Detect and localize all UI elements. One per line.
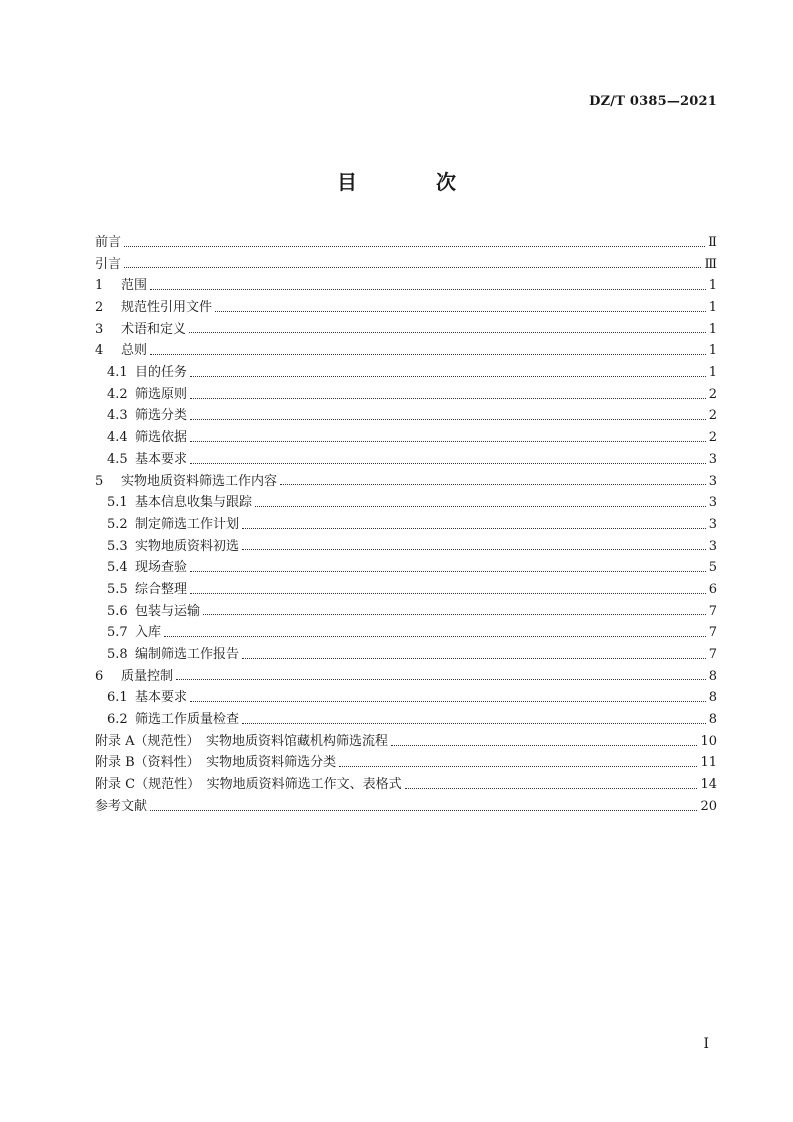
toc-entry-page: 1 (708, 343, 717, 359)
toc-entry[interactable] (95, 232, 717, 254)
toc-dot-leader (391, 745, 697, 746)
toc-entry-label: 附录 C（规范性） 实物地质资料筛选工作文、表格式 (95, 777, 402, 793)
toc-dot-leader (190, 593, 706, 594)
toc-entry-page: 3 (708, 516, 717, 532)
toc-entry-number: 5.7 (107, 625, 128, 641)
toc-dot-leader (190, 376, 706, 377)
toc-entry-number: 5.6 (107, 603, 128, 619)
toc-dot-leader (150, 810, 697, 811)
toc-entry-label: 基本要求 (135, 451, 188, 467)
toc-entry[interactable] (95, 644, 717, 666)
toc-entry-label: 前言 (95, 234, 122, 250)
toc-dot-leader (150, 289, 706, 290)
toc-entry[interactable] (95, 536, 717, 558)
toc-dot-leader (190, 398, 706, 399)
toc-entry-label: 筛选工作质量检查 (135, 712, 240, 728)
toc-entry[interactable] (95, 709, 717, 731)
toc-entry-number: 5.3 (107, 538, 128, 554)
toc-entry-number: 6.2 (107, 712, 128, 728)
toc-entry-page: 2 (708, 408, 717, 424)
toc-entry-label: 术语和定义 (121, 321, 187, 337)
toc-entry[interactable] (95, 319, 717, 341)
toc-entry-page: 5 (708, 560, 717, 576)
toc-entry-page: 11 (700, 755, 717, 771)
toc-entry-label: 基本要求 (135, 690, 188, 706)
toc-dot-leader (339, 766, 697, 767)
toc-entry-number: 6.1 (107, 690, 128, 706)
toc-entry[interactable] (95, 254, 717, 276)
toc-entry-label: 基本信息收集与跟踪 (135, 495, 253, 511)
toc-dot-leader (190, 419, 706, 420)
toc-entry-label: 筛选原则 (135, 386, 188, 402)
toc-entry-label: 范围 (121, 278, 148, 294)
toc-entry-label: 附录 B（资料性） 实物地质资料筛选分类 (95, 755, 337, 771)
toc-entry-page: Ⅲ (704, 256, 717, 272)
toc-entry-number: 5.8 (107, 647, 128, 663)
toc-entry[interactable] (95, 687, 717, 709)
table-of-contents (95, 232, 717, 818)
toc-entry-label: 入库 (135, 625, 162, 641)
toc-entry-number: 4.5 (107, 451, 128, 467)
toc-entry-label: 筛选依据 (135, 430, 188, 446)
toc-entry-page: 6 (708, 581, 717, 597)
toc-entry-page: 1 (708, 321, 717, 337)
toc-entry-label: 规范性引用文件 (121, 300, 213, 316)
toc-dot-leader (242, 528, 706, 529)
toc-entry-label: 包装与运输 (135, 603, 201, 619)
toc-entry-number: 4.1 (107, 365, 128, 381)
toc-entry[interactable] (95, 471, 717, 493)
toc-entry-page: 3 (708, 495, 717, 511)
toc-entry-number: 2 (95, 300, 104, 316)
toc-entry-page: 20 (700, 798, 717, 814)
page-number: I (703, 1036, 709, 1052)
toc-dot-leader (164, 636, 706, 637)
toc-entry[interactable] (95, 579, 717, 601)
toc-entry[interactable] (95, 492, 717, 514)
toc-dot-leader (176, 679, 706, 680)
toc-dot-leader (242, 723, 706, 724)
toc-dot-leader (189, 332, 706, 333)
toc-entry[interactable] (95, 622, 717, 644)
toc-entry-number: 4.3 (107, 408, 128, 424)
toc-entry-number: 5.2 (107, 516, 128, 532)
toc-entry-label: 综合整理 (135, 581, 188, 597)
toc-entry[interactable] (95, 362, 717, 384)
toc-entry[interactable] (95, 275, 717, 297)
toc-entry-number: 4 (95, 343, 104, 359)
toc-dot-leader (215, 311, 706, 312)
toc-entry-number: 1 (95, 278, 104, 294)
toc-entry-number: 3 (95, 321, 104, 337)
toc-entry-page: 3 (708, 473, 717, 489)
toc-dot-leader (190, 441, 706, 442)
toc-entry[interactable] (95, 796, 717, 818)
toc-entry[interactable] (95, 297, 717, 319)
toc-entry[interactable] (95, 774, 717, 796)
toc-entry-page: 7 (708, 647, 717, 663)
toc-dot-leader (203, 614, 706, 615)
toc-entry[interactable] (95, 427, 717, 449)
toc-entry-page: 8 (708, 690, 717, 706)
toc-entry-page: Ⅱ (708, 234, 717, 250)
toc-entry-page: 3 (708, 538, 717, 554)
toc-entry-label: 参考文献 (95, 798, 148, 814)
toc-dot-leader (405, 788, 698, 789)
toc-entry-label: 实物地质资料筛选工作内容 (121, 473, 278, 489)
toc-entry-label: 质量控制 (121, 668, 174, 684)
toc-entry-number: 6 (95, 668, 104, 684)
toc-entry-page: 8 (708, 668, 717, 684)
toc-entry-label: 总则 (121, 343, 148, 359)
toc-entry-page: 7 (708, 625, 717, 641)
toc-entry-page: 10 (700, 733, 717, 749)
toc-dot-leader (124, 246, 705, 247)
page-title: 目 次 (337, 170, 492, 194)
toc-entry[interactable] (95, 731, 717, 753)
standard-code: DZ/T 0385—2021 (589, 94, 717, 109)
toc-entry-label: 制定筛选工作计划 (135, 516, 240, 532)
toc-entry-page: 3 (708, 451, 717, 467)
toc-entry-label: 编制筛选工作报告 (135, 647, 240, 663)
toc-entry[interactable] (95, 666, 717, 688)
toc-entry[interactable] (95, 753, 717, 775)
toc-dot-leader (190, 463, 706, 464)
toc-entry[interactable] (95, 340, 717, 362)
toc-dot-leader (190, 701, 706, 702)
toc-entry-page: 8 (708, 712, 717, 728)
toc-dot-leader (190, 571, 706, 572)
toc-entry[interactable] (95, 514, 717, 536)
toc-dot-leader (242, 549, 706, 550)
toc-dot-leader (255, 506, 706, 507)
toc-entry-number: 5 (95, 473, 104, 489)
toc-dot-leader (280, 484, 706, 485)
toc-entry-label: 现场查验 (135, 560, 188, 576)
toc-entry-label: 附录 A（规范性） 实物地质资料馆藏机构筛选流程 (95, 733, 389, 749)
toc-entry-page: 2 (708, 386, 717, 402)
toc-entry-page: 1 (708, 278, 717, 294)
toc-entry-number: 4.2 (107, 386, 128, 402)
toc-dot-leader (150, 354, 706, 355)
toc-entry[interactable] (95, 449, 717, 471)
toc-entry-label: 筛选分类 (135, 408, 188, 424)
toc-entry-number: 5.4 (107, 560, 128, 576)
toc-entry-number: 5.1 (107, 495, 128, 511)
toc-entry-label: 目的任务 (135, 365, 188, 381)
toc-entry-page: 2 (708, 430, 717, 446)
toc-entry-page: 14 (700, 777, 717, 793)
toc-entry-page: 1 (708, 365, 717, 381)
toc-entry-page: 1 (708, 300, 717, 316)
toc-dot-leader (124, 267, 701, 268)
toc-entry-number: 4.4 (107, 430, 128, 446)
toc-entry[interactable] (95, 601, 717, 623)
toc-entry[interactable] (95, 557, 717, 579)
toc-entry-page: 7 (708, 603, 717, 619)
toc-entry-label: 引言 (95, 256, 122, 272)
toc-dot-leader (242, 658, 706, 659)
toc-entry[interactable] (95, 384, 717, 406)
toc-entry[interactable] (95, 406, 717, 428)
toc-entry-label: 实物地质资料初选 (135, 538, 240, 554)
toc-entry-number: 5.5 (107, 581, 128, 597)
